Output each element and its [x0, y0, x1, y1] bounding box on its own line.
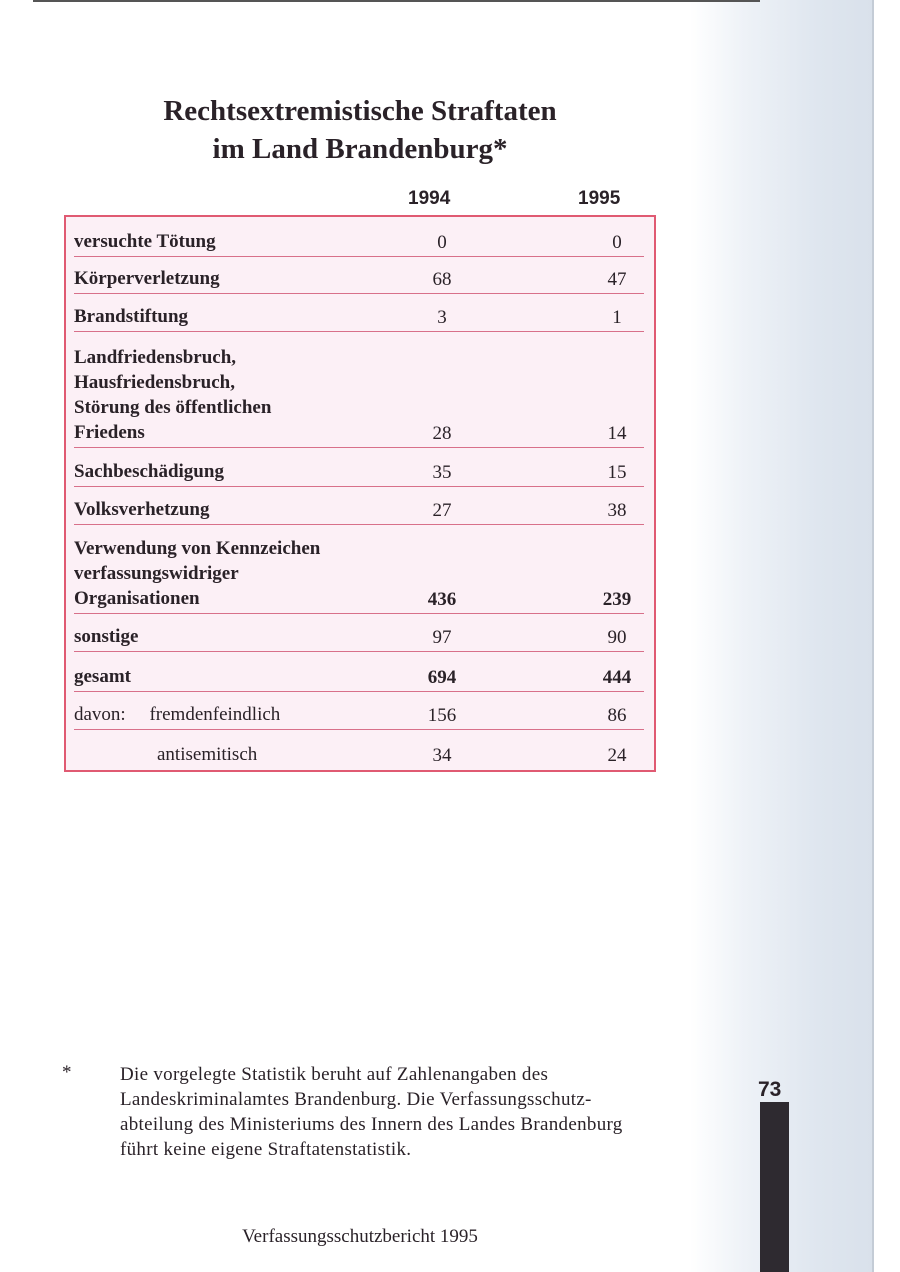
value-1995: 0	[612, 232, 622, 253]
row-label: Landfriedensbruch, Hausfriedensbruch, Störung des öffentlichen Friedens	[74, 347, 272, 443]
table-row	[74, 257, 644, 294]
value-1995: 38	[607, 500, 627, 521]
page-footer: Verfassungsschutzbericht 1995	[242, 1226, 478, 1247]
table-row	[74, 692, 644, 730]
row-label: Brandstiftung	[74, 306, 189, 327]
row-label: Volksverhetzung	[74, 499, 210, 520]
table-row	[74, 652, 644, 692]
footnote: Die vorgelegte Statistik beruht auf Zahlenangaben des Landeskriminalamtes Brandenburg. Die Verfassungsschutz-abteilung des Ministeriums des Innern des Landes Brandenburg führt keine eigene Straftatenstatistik.	[120, 1064, 623, 1160]
value-1995: 1	[612, 307, 622, 328]
column-header-1994: 1994	[408, 188, 451, 209]
title-line-2: im Land Brandenburg*	[212, 133, 508, 165]
table-row	[74, 487, 644, 525]
page-edge-shading	[690, 0, 874, 1272]
row-label: sonstige	[74, 626, 139, 647]
table-row	[74, 614, 644, 652]
table-row	[74, 332, 644, 448]
value-1995: 444	[602, 667, 632, 688]
table-row	[74, 217, 644, 257]
column-header-1995: 1995	[578, 188, 621, 209]
page-title	[0, 92, 720, 168]
value-1995: 86	[607, 705, 627, 726]
value-1995: 90	[607, 627, 627, 648]
value-1994: 27	[432, 500, 452, 521]
value-1995: 239	[602, 589, 632, 610]
page-number: 73	[758, 1078, 782, 1101]
value-1995: 47	[607, 269, 627, 290]
title-line-1: Rechtsextremistische Straftaten	[163, 95, 557, 127]
table-row	[74, 294, 644, 332]
row-label: davon: fremdenfeindlich	[74, 704, 281, 725]
value-1995: 15	[607, 462, 627, 483]
row-label: Sachbeschädigung	[74, 461, 224, 482]
footnote-marker: *	[62, 1062, 72, 1083]
row-label: versuchte Tötung	[74, 231, 216, 252]
statistics-table	[64, 215, 656, 772]
table-row	[74, 448, 644, 487]
value-1995: 14	[607, 423, 627, 444]
page-tab-marker	[760, 1102, 789, 1272]
value-1994: 156	[427, 705, 457, 726]
value-1994: 97	[432, 627, 452, 648]
value-1994: 35	[432, 462, 452, 483]
value-1994: 28	[432, 423, 452, 444]
row-label: Körperverletzung	[74, 268, 220, 289]
row-label: gesamt	[74, 666, 131, 687]
row-label: Verwendung von Kennzeichen verfassungswidriger Organisationen	[74, 538, 321, 609]
value-1994: 34	[432, 745, 452, 766]
value-1994: 436	[427, 589, 457, 610]
table-row	[74, 525, 644, 614]
value-1994: 68	[432, 269, 452, 290]
value-1994: 3	[437, 307, 447, 328]
row-label: antisemitisch	[157, 744, 258, 765]
table-row	[74, 730, 644, 769]
top-rule	[33, 0, 760, 2]
value-1995: 24	[607, 745, 627, 766]
value-1994: 0	[437, 232, 447, 253]
value-1994: 694	[427, 667, 457, 688]
